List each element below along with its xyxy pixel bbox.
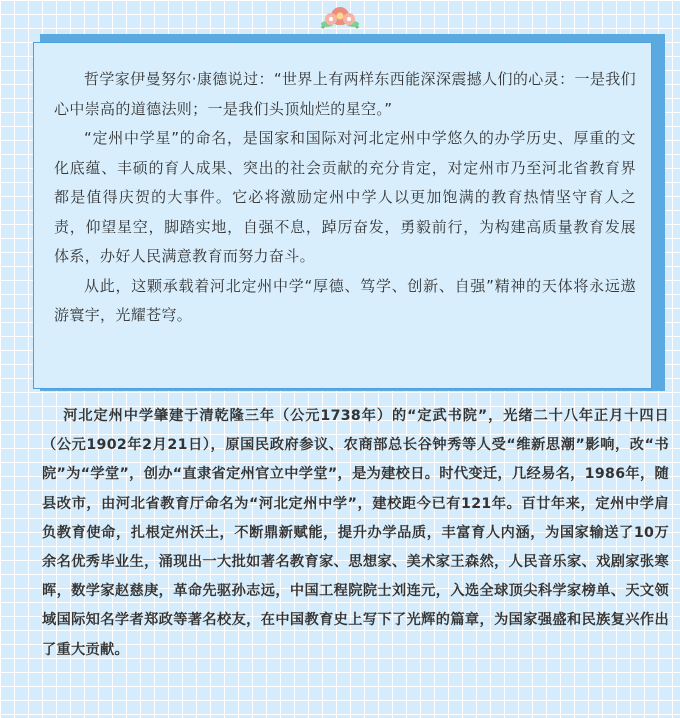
quote-card <box>33 42 652 389</box>
intro-paragraph: 哲学家伊曼努尔·康德说过：“世界上有两样东西能深深震撼人们的心灵：一是我们心中崇高的道德法则；一是我们头顶灿烂的星空。” <box>54 70 636 118</box>
intro-paragraph: “定州中学星”的命名，是国家和国际对河北定州中学悠久的办学历史、厚重的文化底蕴、丰硕的育人成果、突出的社会贡献的充分肯定，对定州市乃至河北省教育界都是值得庆贺的大事件。它必将激励定州中学人以更加饱满的教育热情坚守育人之责，仰望星空，脚踏实地，自强不息，踔厉奋发，勇毅前行，为构建高质量教育发展体系，办好人民满意教育而努力奋斗。 <box>54 129 636 265</box>
quote-card-text <box>54 65 636 331</box>
history-section <box>42 402 669 665</box>
intro-paragraph: 从此，这颗承载着河北定州中学“厚德、笃学、创新、自强”精神的天体将永远遨游寰宇，光耀苍穹。 <box>54 276 636 324</box>
history-paragraph: 河北定州中学肇建于清乾隆三年（公元1738年）的“定武书院”，光绪二十八年正月十四日（公元1902年2月21日），原国民政府参议、农商部总长谷钟秀等人受“维新思潮”影响，改“书院”为“学堂”，创办“直隶省定州官立中学堂”，是为建校日。时代变迁，几经易名，1986年，随县改市，由河北省教育厅命名为“河北定州中学”，建校距今已有121年。百廿年来，定州中学肩负教育使命，扎根定州沃土，不断鼎新赋能，提升办学品质，丰富育人内涵，为国家输送了10万余名优秀毕业生，涌现出一大批如著名教育家、思想家、美术家王森然，人民音乐家、戏剧家张寒晖，数学家赵慈庚，革命先驱孙志远，中国工程院院士刘连元，入选全球顶尖科学家榜单、天文领域国际知名学者郑政等著名校友，在中国教育史上写下了光辉的篇章，为国家强盛和民族复兴作出了重大贡献。 <box>42 408 669 658</box>
flower-ornament-icon <box>318 2 362 32</box>
